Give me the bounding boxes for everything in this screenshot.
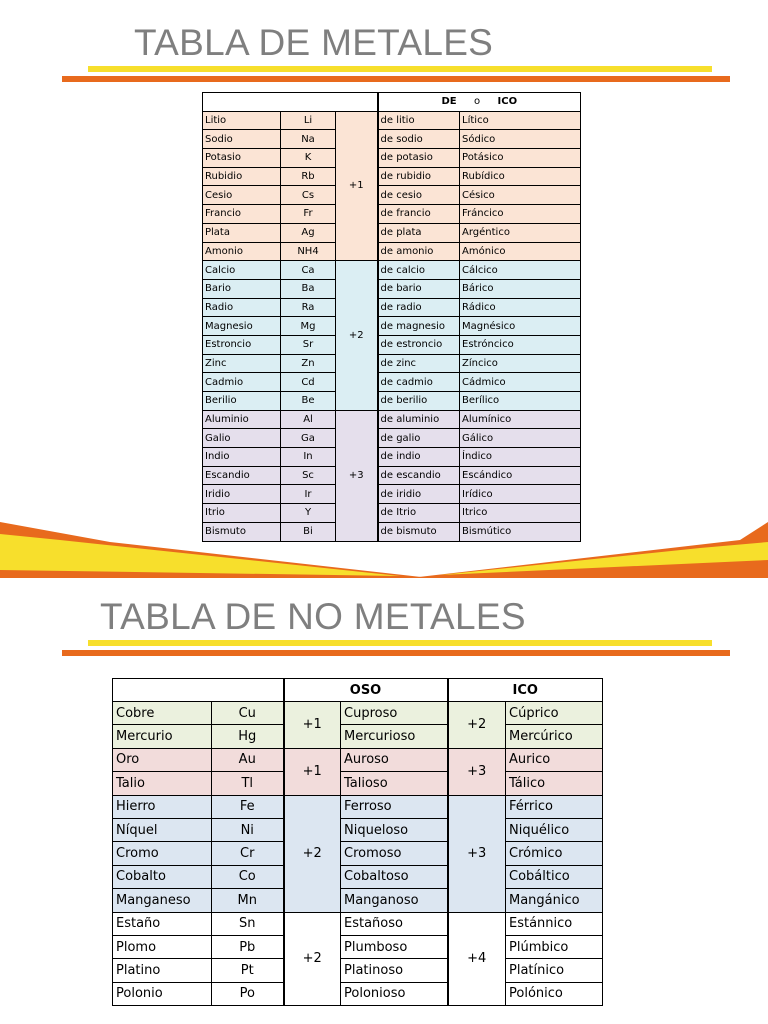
metal-name: Galio (203, 429, 281, 448)
metal-ico-name: Índico (460, 448, 581, 467)
nometal-symbol: Pt (212, 959, 284, 982)
metal-symbol: Cd (281, 373, 336, 392)
nometal-row (113, 818, 603, 841)
metal-symbol: Zn (281, 354, 336, 373)
nometal-name: Oro (113, 748, 212, 771)
metal-symbol: In (281, 448, 336, 467)
ico-name: Tálico (506, 772, 603, 795)
metal-de-name: de rubidio (378, 167, 460, 186)
oso-valence: +2 (284, 795, 341, 912)
metal-symbol: Ir (281, 485, 336, 504)
ico-valence: +3 (448, 795, 506, 912)
metal-de-name: de magnesio (378, 317, 460, 336)
ico-name: Platínico (506, 959, 603, 982)
oso-name: Manganoso (341, 889, 448, 912)
metal-name: Magnesio (203, 317, 281, 336)
nometal-name: Cobre (113, 702, 212, 725)
ico-name: Cobáltico (506, 865, 603, 888)
nometal-name: Cromo (113, 842, 212, 865)
nometal-row (113, 702, 603, 725)
metal-symbol: Sr (281, 335, 336, 354)
metal-symbol: Ga (281, 429, 336, 448)
oso-name: Ferroso (341, 795, 448, 818)
header-oso: OSO (284, 679, 448, 702)
nometal-row (113, 865, 603, 888)
nometal-row (113, 772, 603, 795)
slide-no-metales (0, 578, 768, 1024)
metal-de-name: de sodio (378, 130, 460, 149)
nometal-symbol: Po (212, 982, 284, 1005)
nometal-name: Talio (113, 772, 212, 795)
metal-name: Cesio (203, 186, 281, 205)
ico-name: Niquélico (506, 818, 603, 841)
metal-symbol: NH4 (281, 242, 336, 261)
metal-de-name: de potasio (378, 149, 460, 168)
no-metals-header-row (113, 679, 603, 702)
ico-valence: +2 (448, 702, 506, 749)
nometal-name: Plomo (113, 935, 212, 958)
nometal-row (113, 748, 603, 771)
metal-de-name: de zinc (378, 354, 460, 373)
ico-name: Crómico (506, 842, 603, 865)
metal-symbol: Bi (281, 522, 336, 541)
metal-symbol: Li (281, 111, 336, 130)
nometal-symbol: Mn (212, 889, 284, 912)
metal-symbol: Sc (281, 466, 336, 485)
nometal-symbol: Sn (212, 912, 284, 935)
slide-title: TABLA DE METALES (134, 22, 494, 63)
metal-name: Sodio (203, 130, 281, 149)
metal-ico-name: Sódico (460, 130, 581, 149)
nometal-symbol: Cr (212, 842, 284, 865)
oso-name: Cuproso (341, 702, 448, 725)
oso-name: Mercurioso (341, 725, 448, 748)
metal-name: Francio (203, 205, 281, 224)
deco-left-yellow (0, 534, 400, 576)
metal-de-name: de amonio (378, 242, 460, 261)
oso-name: Niqueloso (341, 818, 448, 841)
metal-ico-name: Cálcico (460, 261, 581, 280)
header-ico: ICO (448, 679, 603, 702)
metal-ico-name: Gálico (460, 429, 581, 448)
metal-ico-name: Zíncico (460, 354, 581, 373)
ico-valence: +4 (448, 912, 506, 1006)
ico-name: Estánnico (506, 912, 603, 935)
ico-name: Férrico (506, 795, 603, 818)
oso-name: Estañoso (341, 912, 448, 935)
metal-ico-name: Rubídico (460, 167, 581, 186)
nometal-name: Níquel (113, 818, 212, 841)
metal-ico-name: Escándico (460, 466, 581, 485)
metal-valence: +3 (336, 410, 378, 541)
metal-de-name: de bario (378, 279, 460, 298)
metal-ico-name: Cádmico (460, 373, 581, 392)
metal-name: Indio (203, 448, 281, 467)
metal-de-name: de bismuto (378, 522, 460, 541)
oso-name: Platinoso (341, 959, 448, 982)
metal-ico-name: Lítico (460, 111, 581, 130)
nometal-name: Cobalto (113, 865, 212, 888)
no-metals-header-blank (113, 679, 284, 702)
metal-symbol: Be (281, 392, 336, 411)
metal-de-name: de radio (378, 298, 460, 317)
metal-name: Amonio (203, 242, 281, 261)
metal-ico-name: Magnésico (460, 317, 581, 336)
metal-name: Aluminio (203, 410, 281, 429)
metal-name: Iridio (203, 485, 281, 504)
ico-name: Plúmbico (506, 935, 603, 958)
ico-name: Cúprico (506, 702, 603, 725)
nometal-row (113, 842, 603, 865)
slide-title: TABLA DE NO METALES (100, 596, 526, 637)
metal-de-name: de escandio (378, 466, 460, 485)
metal-symbol: Ca (281, 261, 336, 280)
metal-name: Litio (203, 111, 281, 130)
metal-name: Radio (203, 298, 281, 317)
metal-de-name: de berilio (378, 392, 460, 411)
nometal-row (113, 935, 603, 958)
metal-ico-name: Argéntico (460, 223, 581, 242)
nometal-name: Hierro (113, 795, 212, 818)
oso-name: Talioso (341, 772, 448, 795)
title-underline-yellow (88, 640, 712, 646)
metal-name: Zinc (203, 354, 281, 373)
metal-name: Calcio (203, 261, 281, 280)
metal-symbol: Ag (281, 223, 336, 242)
metal-name: Cadmio (203, 373, 281, 392)
metal-ico-name: Estróncico (460, 335, 581, 354)
metal-de-name: de francio (378, 205, 460, 224)
metal-name: Berilio (203, 392, 281, 411)
oso-name: Cobaltoso (341, 865, 448, 888)
metal-symbol: Ba (281, 279, 336, 298)
ico-name: Mercúrico (506, 725, 603, 748)
metal-ico-name: Irídico (460, 485, 581, 504)
nometal-symbol: Ni (212, 818, 284, 841)
oso-name: Polonioso (341, 982, 448, 1005)
oso-name: Auroso (341, 748, 448, 771)
metal-de-name: de estroncio (378, 335, 460, 354)
metal-symbol: Na (281, 130, 336, 149)
oso-name: Cromoso (341, 842, 448, 865)
metal-ico-name: Berílico (460, 392, 581, 411)
metal-symbol: K (281, 149, 336, 168)
oso-valence: +1 (284, 748, 341, 795)
metal-name: Itrio (203, 504, 281, 523)
header-de: DE (441, 96, 457, 108)
metal-ico-name: Amónico (460, 242, 581, 261)
oso-name: Plumboso (341, 935, 448, 958)
nometal-row (113, 795, 603, 818)
metal-symbol: Fr (281, 205, 336, 224)
ico-valence: +3 (448, 748, 506, 795)
metal-de-name: de Itrio (378, 504, 460, 523)
nometal-name: Mercurio (113, 725, 212, 748)
metal-ico-name: Itrico (460, 504, 581, 523)
oso-valence: +1 (284, 702, 341, 749)
metal-de-name: de iridio (378, 485, 460, 504)
metal-ico-name: Bárico (460, 279, 581, 298)
ico-name: Mangánico (506, 889, 603, 912)
nometal-symbol: Co (212, 865, 284, 888)
no-metals-table (112, 678, 603, 1006)
metal-ico-name: Potásico (460, 149, 581, 168)
metal-ico-name: Rádico (460, 298, 581, 317)
nometal-name: Polonio (113, 982, 212, 1005)
metal-de-name: de plata (378, 223, 460, 242)
metal-valence: +1 (336, 111, 378, 261)
metal-symbol: Al (281, 410, 336, 429)
metal-valence: +2 (336, 261, 378, 411)
header-o: o (474, 96, 481, 108)
nometal-symbol: Au (212, 748, 284, 771)
nometal-symbol: Hg (212, 725, 284, 748)
metal-name: Escandio (203, 466, 281, 485)
metal-symbol: Y (281, 504, 336, 523)
metal-ico-name: Bismútico (460, 522, 581, 541)
ico-name: Polónico (506, 982, 603, 1005)
metal-name: Estroncio (203, 335, 281, 354)
metal-ico-name: Fráncico (460, 205, 581, 224)
metal-de-name: de galio (378, 429, 460, 448)
metal-name: Bismuto (203, 522, 281, 541)
metal-symbol: Mg (281, 317, 336, 336)
nometal-symbol: Fe (212, 795, 284, 818)
nometal-row (113, 889, 603, 912)
metal-de-name: de aluminio (378, 410, 460, 429)
metal-name: Potasio (203, 149, 281, 168)
metal-ico-name: Alumínico (460, 410, 581, 429)
nometal-name: Manganeso (113, 889, 212, 912)
nometal-symbol: Tl (212, 772, 284, 795)
metal-name: Plata (203, 223, 281, 242)
ico-name: Aurico (506, 748, 603, 771)
metal-name: Rubidio (203, 167, 281, 186)
nometal-symbol: Pb (212, 935, 284, 958)
nometal-row (113, 982, 603, 1005)
nometal-name: Estaño (113, 912, 212, 935)
metal-symbol: Rb (281, 167, 336, 186)
nometal-row (113, 912, 603, 935)
nometal-row (113, 725, 603, 748)
metal-de-name: de calcio (378, 261, 460, 280)
metal-de-name: de cesio (378, 186, 460, 205)
metal-de-name: de indio (378, 448, 460, 467)
nometal-symbol: Cu (212, 702, 284, 725)
metal-ico-name: Césico (460, 186, 581, 205)
metal-de-name: de cadmio (378, 373, 460, 392)
metal-de-name: de litio (378, 111, 460, 130)
metal-symbol: Ra (281, 298, 336, 317)
oso-valence: +2 (284, 912, 341, 1006)
header-ico: ICO (497, 96, 518, 108)
metal-symbol: Cs (281, 186, 336, 205)
metal-name: Bario (203, 279, 281, 298)
title-underline-orange (62, 650, 730, 656)
nometal-name: Platino (113, 959, 212, 982)
nometal-row (113, 959, 603, 982)
